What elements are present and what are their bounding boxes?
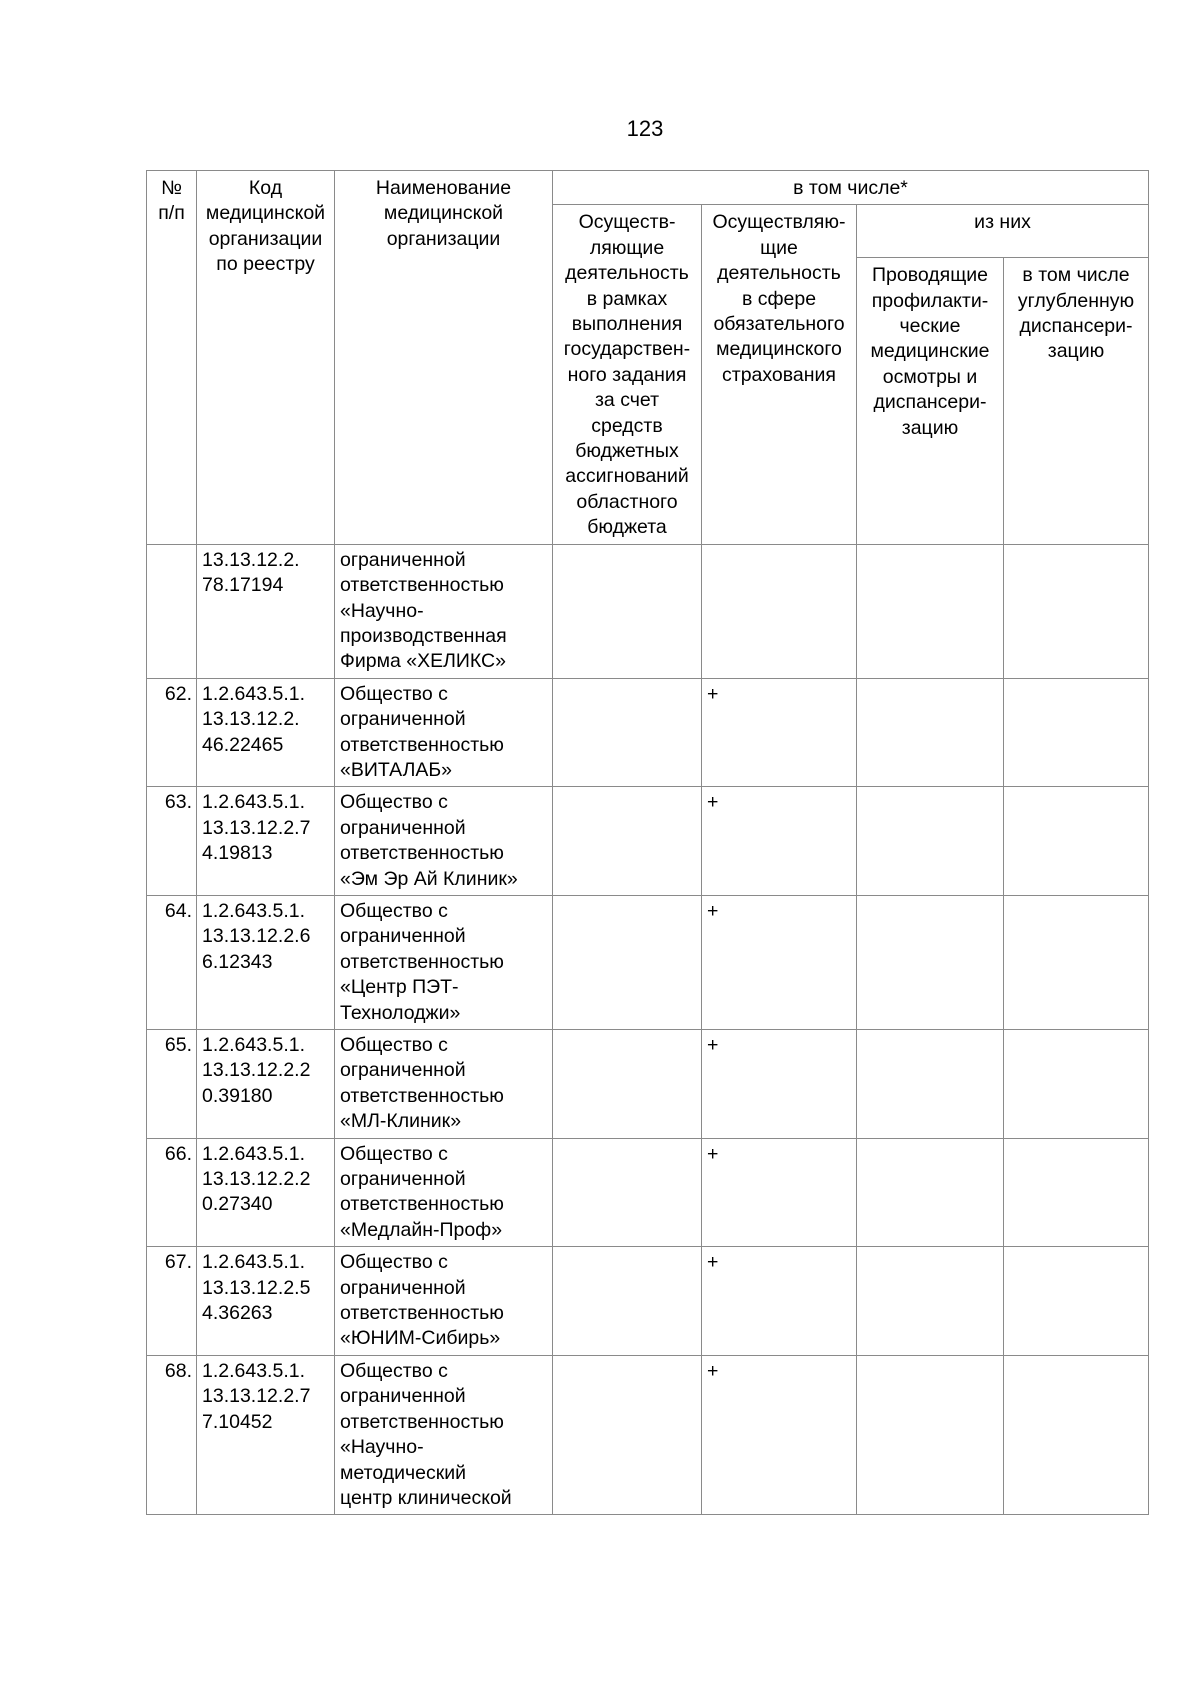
header-group-of-them: из них xyxy=(857,205,1149,258)
cell-budget xyxy=(553,1355,702,1514)
row-number: 64. xyxy=(147,895,197,1029)
cell-deep xyxy=(1004,1138,1149,1247)
row-number: 67. xyxy=(147,1247,197,1356)
cell-prof xyxy=(857,1247,1004,1356)
cell-prof xyxy=(857,1355,1004,1514)
table-row xyxy=(147,787,1149,896)
cell-prof xyxy=(857,1138,1004,1247)
header-code: Код медицинской организации по реестру xyxy=(197,171,335,545)
table-row xyxy=(147,544,1149,678)
cell-oms: + xyxy=(702,1247,857,1356)
table-row xyxy=(147,1138,1149,1247)
cell-oms: + xyxy=(702,1355,857,1514)
table-header xyxy=(147,171,1149,545)
header-deep: в том числе углубленную диспансери- зацию xyxy=(1004,258,1149,545)
cell-deep xyxy=(1004,1355,1149,1514)
org-name: Общество с ограниченной ответственностью «Центр ПЭТ- Технолоджи» xyxy=(335,895,553,1029)
cell-prof xyxy=(857,678,1004,787)
org-code: 1.2.643.5.1. 13.13.12.2.7 4.19813 xyxy=(197,787,335,896)
cell-budget xyxy=(553,678,702,787)
header-num: № п/п xyxy=(147,171,197,545)
cell-prof xyxy=(857,787,1004,896)
cell-deep xyxy=(1004,678,1149,787)
row-number: 65. xyxy=(147,1030,197,1139)
org-code: 1.2.643.5.1. 13.13.12.2.2 0.27340 xyxy=(197,1138,335,1247)
table-row xyxy=(147,1030,1149,1139)
cell-prof xyxy=(857,1030,1004,1139)
table-row xyxy=(147,1247,1149,1356)
org-code: 1.2.643.5.1. 13.13.12.2.6 6.12343 xyxy=(197,895,335,1029)
cell-deep xyxy=(1004,1247,1149,1356)
table-row xyxy=(147,1355,1149,1514)
cell-budget xyxy=(553,1030,702,1139)
cell-budget xyxy=(553,787,702,896)
cell-oms: + xyxy=(702,895,857,1029)
cell-oms xyxy=(702,544,857,678)
cell-prof xyxy=(857,544,1004,678)
header-budget: Осуществ- ляющие деятельность в рамках выполнения государствен- ного задания за счет средств бюджетных ассигнований областного бюджета xyxy=(553,205,702,544)
cell-deep xyxy=(1004,544,1149,678)
cell-deep xyxy=(1004,895,1149,1029)
org-name: Общество с ограниченной ответственностью «ВИТАЛАБ» xyxy=(335,678,553,787)
cell-deep xyxy=(1004,787,1149,896)
cell-budget xyxy=(553,544,702,678)
org-name: Общество с ограниченной ответственностью «Научно- методический центр клинической xyxy=(335,1355,553,1514)
header-prof: Проводящие профилакти- ческие медицинские осмотры и диспансери- зацию xyxy=(857,258,1004,545)
cell-oms: + xyxy=(702,678,857,787)
header-oms: Осуществляю- щие деятельность в сфере обязательного медицинского страхования xyxy=(702,205,857,544)
row-number: 62. xyxy=(147,678,197,787)
org-name: ограниченной ответственностью «Научно- производственная Фирма «ХЕЛИКС» xyxy=(335,544,553,678)
org-name: Общество с ограниченной ответственностью «ЮНИМ-Сибирь» xyxy=(335,1247,553,1356)
cell-budget xyxy=(553,1138,702,1247)
medical-organizations-table xyxy=(146,170,1149,1515)
row-number: 63. xyxy=(147,787,197,896)
header-group-including: в том числе* xyxy=(553,171,1149,205)
cell-budget xyxy=(553,895,702,1029)
cell-prof xyxy=(857,895,1004,1029)
table-body xyxy=(147,544,1149,1515)
row-number: 66. xyxy=(147,1138,197,1247)
cell-oms: + xyxy=(702,1030,857,1139)
cell-oms: + xyxy=(702,787,857,896)
org-name: Общество с ограниченной ответственностью «МЛ-Клиник» xyxy=(335,1030,553,1139)
org-code: 13.13.12.2. 78.17194 xyxy=(197,544,335,678)
org-name: Общество с ограниченной ответственностью «Эм Эр Ай Клиник» xyxy=(335,787,553,896)
page-number: 123 xyxy=(626,116,664,141)
org-name: Общество с ограниченной ответственностью «Медлайн-Проф» xyxy=(335,1138,553,1247)
cell-oms: + xyxy=(702,1138,857,1247)
table-row xyxy=(147,678,1149,787)
org-code: 1.2.643.5.1. 13.13.12.2.5 4.36263 xyxy=(197,1247,335,1356)
row-number: 68. xyxy=(147,1355,197,1514)
header-name: Наименование медицинской организации xyxy=(335,171,553,545)
cell-deep xyxy=(1004,1030,1149,1139)
table-row xyxy=(147,895,1149,1029)
org-code: 1.2.643.5.1. 13.13.12.2.2 0.39180 xyxy=(197,1030,335,1139)
row-number xyxy=(147,544,197,678)
org-code: 1.2.643.5.1. 13.13.12.2. 46.22465 xyxy=(197,678,335,787)
org-code: 1.2.643.5.1. 13.13.12.2.7 7.10452 xyxy=(197,1355,335,1514)
cell-budget xyxy=(553,1247,702,1356)
